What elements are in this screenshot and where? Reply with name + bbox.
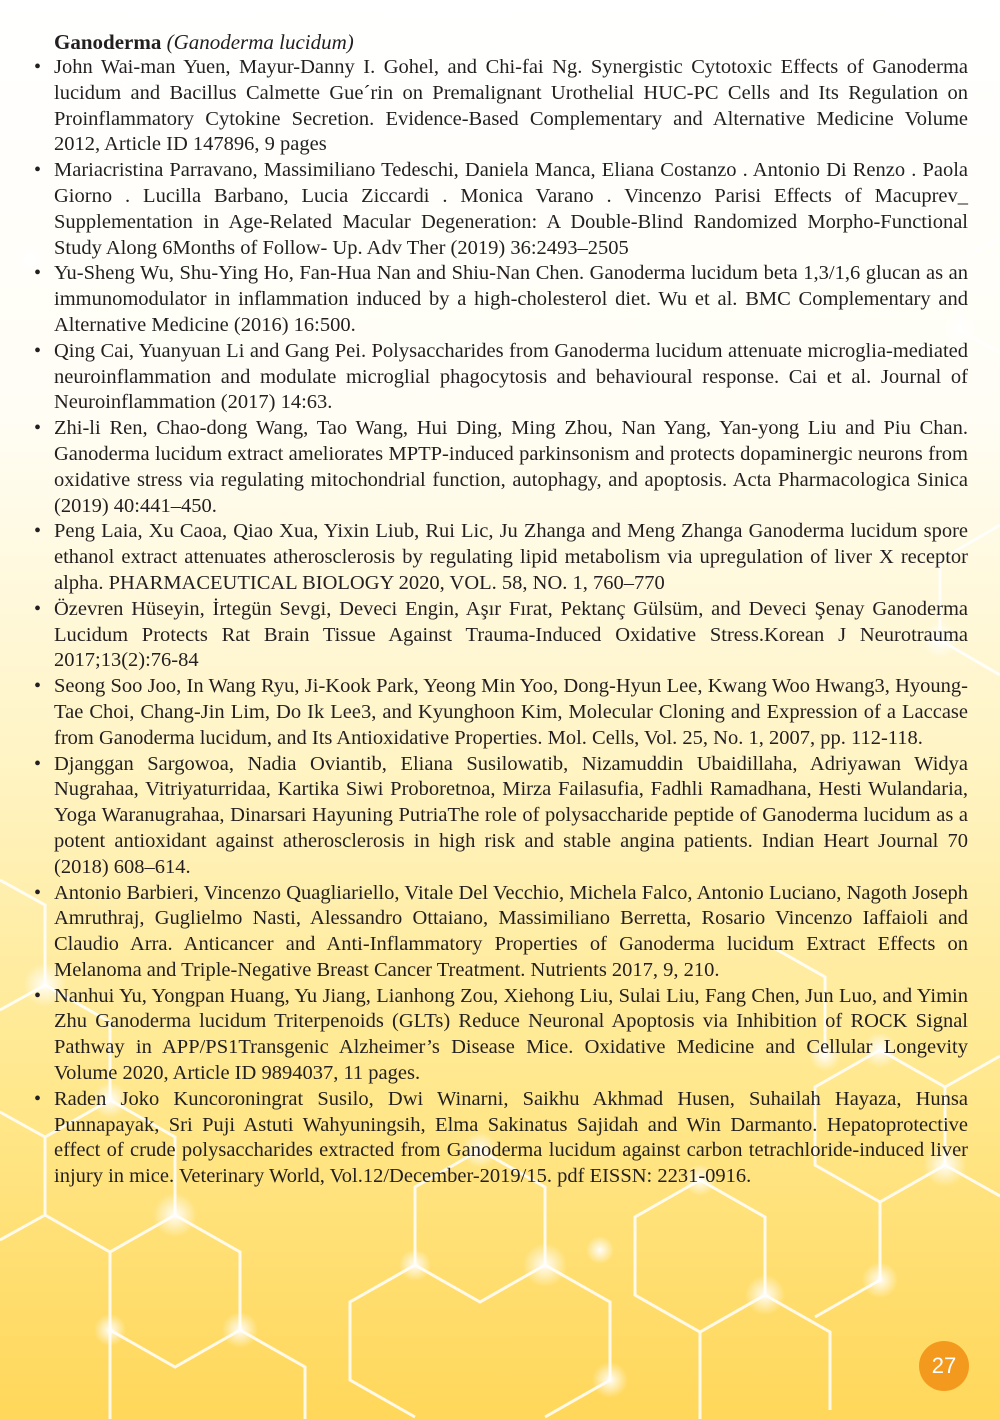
reference-item [34, 984, 968, 1087]
reference-text: Zhi-li Ren, Chao-dong Wang, Tao Wang, Hui Ding, Ming Zhou, Nan Yang, Yan-yong Liu and Piu Chan. Ganoderma lucidum extract ameliorates MPTP-induced parkinsonism and protects dopaminergic neurons from oxidative stress via regulating mitochondrial function, autophagy, and apoptosis. Acta Pharmacologica Sinica (2019) 40:441–450. [54, 417, 968, 517]
reference-text: Seong Soo Joo, In Wang Ryu, Ji-Kook Park, Yeong Min Yoo, Dong-Hyun Lee, Kwang Woo Hwang3, Hyoung-Tae Choi, Chang-Jin Lim, Do Ik Lee3, and Kyunghoon Kim, Molecular Cloning and Expression of a Laccase from Ganoderma lucidum, and Its Antioxidative Properties. Mol. Cells, Vol. 25, No. 1, 2007, pp. 112-118. [54, 675, 968, 749]
bullet: • [34, 339, 42, 362]
reference-item [34, 752, 968, 881]
bullet: • [34, 597, 42, 620]
section-title-text: Ganoderma [54, 30, 162, 54]
reference-text: Özevren Hüseyin, İrtegün Sevgi, Deveci Engin, Aşır Fırat, Pektanç Gülsüm, and Deveci Şenay Ganoderma Lucidum Protects Rat Brain Tissue Against Trauma-Induced Oxidative Stress.Korean J Neurotrauma 2017;13(2):76-84 [54, 597, 968, 672]
reference-text: Peng Laia, Xu Caoa, Qiao Xua, Yixin Liub, Rui Lic, Ju Zhanga and Meng Zhanga Ganoderma lucidum spore ethanol extract attenuates atherosclerosis by regulating lipid metabolism via upregulation of liver X receptor alpha. PHARMACEUTICAL BIOLOGY 2020, VOL. 58, NO. 1, 760–770 [54, 520, 968, 594]
bullet: • [34, 520, 42, 543]
bullet: • [34, 262, 42, 285]
section-latin-name: (Ganoderma lucidum) [166, 30, 354, 54]
reference-text: Mariacristina Parravano, Massimiliano Tedeschi, Daniela Manca, Eliana Costanzo . Antonio Di Renzo . Paola Giorno . Lucilla Barbano, Lucia Ziccardi . Monica Varano . Vincenzo Parisi Effects of Macuprev_ Supplementation in Age-Related Macular Degeneration: A Double-Blind Randomized Morpho-Functional Study Along 6Months of Follow- Up. Adv Ther (2019) 36:2493–2505 [54, 159, 968, 259]
reference-item [34, 597, 968, 674]
reference-item [34, 339, 968, 416]
bullet: • [34, 881, 42, 904]
section-title [54, 30, 968, 55]
bullet: • [34, 675, 42, 698]
reference-item [34, 674, 968, 751]
reference-text: Djanggan Sargowoa, Nadia Oviantib, Eliana Susilowatib, Nizamuddin Ubaidillaha, Adriyawan Widya Nugrahaa, Vitriyaturridaa, Kartika Siwi Proboretnoa, Mirza Failasufia, Fadhli Ramadhana, Hesti Wulandaria, Yoga Waranugrahaa, Dinarsari Hayuning PutriaThe role of polysaccharide peptide of Ganoderma lucidum as a potent antioxidant against atherosclerosis in high risk and stable angina patients. Indian Heart Journal 70 (2018) 608–614. [54, 752, 968, 878]
reference-item [34, 261, 968, 338]
reference-text: John Wai-man Yuen, Mayur-Danny I. Gohel, and Chi-fai Ng. Synergistic Cytotoxic Effects of Ganoderma lucidum and Bacillus Calmette Gue´rin on Premalignant Urothelial HUC-PC Cells and Its Regulation on Proinflammatory Cytokine Secretion. Evidence-Based Complementary and Alternative Medicine Volume 2012, Article ID 147896, 9 pages [54, 56, 968, 156]
reference-item [34, 881, 968, 984]
page-number-badge: 27 [919, 1341, 969, 1391]
bullet: • [34, 417, 42, 440]
reference-list [34, 55, 968, 1190]
reference-item [34, 55, 968, 158]
reference-text: Raden Joko Kuncoroningrat Susilo, Dwi Winarni, Saikhu Akhmad Husen, Suhailah Hayaza, Hunsa Punnapayak, Sri Puji Astuti Wahyuningsih, Elma Sakinatus Sajidah and Win Darmanto. Hepatoprotective effect of crude polysaccharides extracted from Ganoderma lucidum against carbon tetrachloride-induced liver injury in mice. Veterinary World, Vol.12/December-2019/15. pdf EISSN: 2231-0916. [54, 1087, 968, 1188]
bullet: • [34, 984, 42, 1007]
bullet: • [34, 1087, 42, 1110]
bullet: • [34, 752, 42, 775]
reference-item [34, 519, 968, 596]
reference-item [34, 1087, 968, 1190]
reference-item [34, 416, 968, 519]
bullet: • [34, 159, 42, 182]
reference-text: Nanhui Yu, Yongpan Huang, Yu Jiang, Lianhong Zou, Xiehong Liu, Sulai Liu, Fang Chen, Jun Luo, and Yimin Zhu Ganoderma lucidum Triterpenoids (GLTs) Reduce Neuronal Apoptosis via Inhibition of ROCK Signal Pathway in APP/PS1Transgenic Alzheimer’s Disease Mice. Oxidative Medicine and Cellular Longevity Volume 2020, Article ID 9894037, 11 pages. [54, 984, 968, 1085]
bullet: • [34, 56, 42, 78]
reference-text: Antonio Barbieri, Vincenzo Quagliariello, Vitale Del Vecchio, Michela Falco, Antonio Luciano, Nagoth Joseph Amruthraj, Guglielmo Nasti, Alessandro Ottaiano, Massimiliano Berretta, Rosario Vincenzo Iaffaioli and Claudio Arra. Anticancer and Anti-Inflammatory Properties of Ganoderma lucidum Extract Effects on Melanoma and Triple-Negative Breast Cancer Treatment. Nutrients 2017, 9, 210. [54, 881, 968, 981]
reference-text: Qing Cai, Yuanyuan Li and Gang Pei. Polysaccharides from Ganoderma lucidum attenuate microglia-mediated neuroinflammation and modulate microglial phagocytosis and behavioural response. Cai et al. Journal of Neuroinflammation (2017) 14:63. [54, 339, 968, 414]
reference-item [34, 158, 968, 261]
reference-text: Yu-Sheng Wu, Shu-Ying Ho, Fan-Hua Nan and Shiu-Nan Chen. Ganoderma lucidum beta 1,3/1,6 glucan as an immunomodulator in inflammation induced by a high-cholesterol diet. Wu et al. BMC Complementary and Alternative Medicine (2016) 16:500. [54, 262, 968, 336]
references-content [34, 30, 968, 1190]
